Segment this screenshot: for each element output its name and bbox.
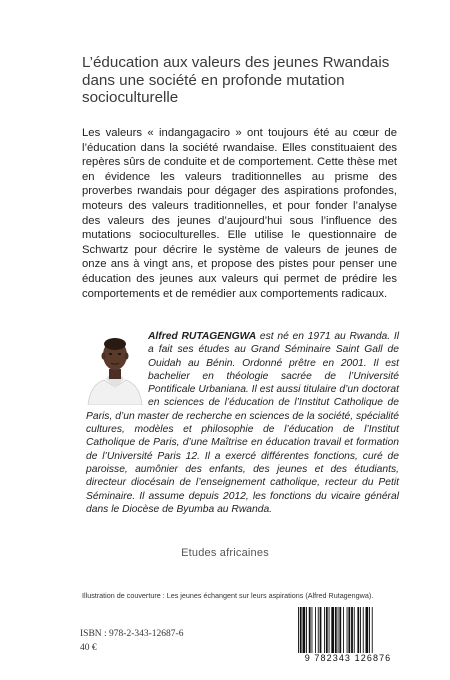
- barcode-bar: [338, 607, 339, 653]
- barcode-bar: [315, 607, 316, 653]
- book-summary: Les valeurs « indangagaciro » ont toujours été au cœur de l’éducation dans la société rwandaise. Elles constituaient des repères sûrs de conduite et de comportement. Cette thèse met en évidence les valeurs traditionnelles au prisme des proverbes rwandais pour dégager des aspirations profondes, moteurs des valeurs traditionnelles, et pour fonder l’analyse des valeurs des jeunes d’aujourd’hui sous l’influence des mutations socioculturelles. Elle utilise le questionnaire de Schwartz pour décrire le système de valeurs de jeunes de onze ans à vingt ans, et propose des pistes pour penser une éducation des jeunes aux valeurs qui permet de prédire les comportements et de remédier aux comportements radicaux.: [82, 127, 397, 300]
- barcode-bar: [300, 607, 302, 653]
- barcode-bar: [351, 607, 353, 653]
- cover-illustration-credit: Illustration de couverture : Les jeunes échangent sur leurs aspirations (Alfred Rutagengwa).: [82, 591, 374, 600]
- barcode-bar: [306, 607, 307, 653]
- barcode-bar: [366, 607, 369, 653]
- barcode-bar: [331, 607, 334, 653]
- isbn: ISBN : 978-2-343-12687-6: [80, 629, 184, 639]
- author-bio: [86, 330, 399, 516]
- barcode-bar: [347, 607, 348, 653]
- price: 40 €: [80, 643, 97, 653]
- barcode-bar: [309, 607, 311, 653]
- photo-spacer: [86, 330, 148, 407]
- barcode-bar: [329, 607, 330, 653]
- barcode-bar: [369, 607, 370, 653]
- barcode-bar: [343, 607, 344, 653]
- collection-name: Etudes africaines: [181, 547, 269, 559]
- barcode-bar: [324, 607, 325, 653]
- barcode-digits: 9 782343 126876: [304, 653, 392, 663]
- author-bio-text: est né en 1971 au Rwanda. Il a fait ses études au Grand Séminaire Saint Gall de Ouidah au Bénin. Ordonné prêtre en 2001. Il est bachelier en théologie sacrée de l’Université Pontificale Urbaniana. Il est aussi titulaire d’un doctorat en sciences de l’éducation de l’Institut Catholique de Paris, d’un master de recherche en sciences de la société, spécialité cultures, modèles et philosophie de l’éducation de l’Institut Catholique de Paris, d’une Maîtrise en éducation travail et formation de l’Université Paris 12. Il a exercé différentes fonctions, curé de paroisse, aumônier des enfants, des jeunes et des étudiants, directeur diocésain de l’enseignement catholique, recteur du Petit Séminaire. Il assume depuis 2012, les fonctions du vicaire général dans le Diocèse de Byumba au Rwanda.: [86, 331, 399, 515]
- barcode-bar: [312, 607, 313, 653]
- barcode-bar: [298, 607, 299, 653]
- book-title: L’éducation aux valeurs des jeunes Rwandais dans une société en profonde mutation socioculturelle: [82, 54, 390, 106]
- barcode-bar: [357, 607, 359, 653]
- barcode-bar: [335, 607, 337, 653]
- author-name: Alfred RUTAGENGWA: [148, 331, 257, 342]
- barcode-bar: [354, 607, 355, 653]
- barcode-bar: [318, 607, 319, 653]
- barcode-bar: [326, 607, 328, 653]
- barcode-bar: [339, 607, 341, 653]
- barcode-bar: [348, 607, 350, 653]
- barcode-bar: [372, 607, 373, 653]
- barcode-bar: [363, 607, 364, 653]
- barcode-bar: [320, 607, 322, 653]
- barcode-bar: [360, 607, 361, 653]
- barcode-bar: [303, 607, 306, 653]
